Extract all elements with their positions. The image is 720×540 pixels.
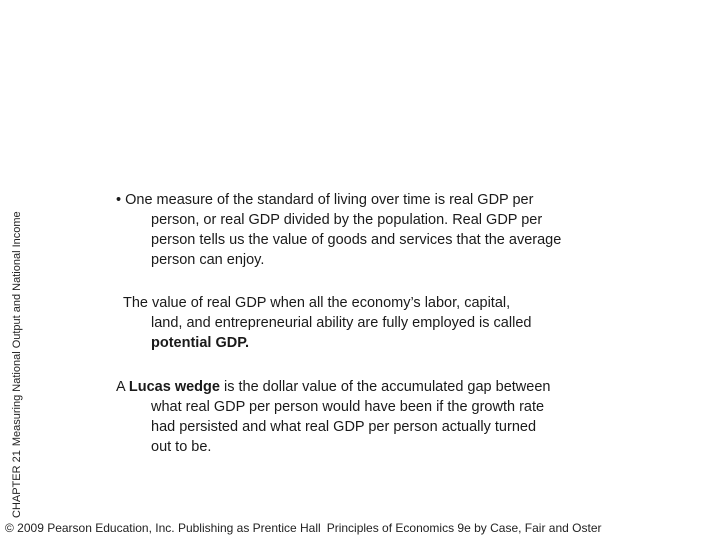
term-potential-gdp: potential GDP <box>151 335 245 351</box>
paragraph-line: The value of real GDP when all the economy’s labor, capital, <box>123 295 511 311</box>
paragraph-line: what real GDP per person would have been if the growth rate <box>151 399 545 415</box>
paragraph-line: land, and entrepreneurial ability are fully employed is called <box>151 315 532 331</box>
copyright-text: © 2009 Pearson Education, Inc. Publishing as Prentice Hall <box>5 521 321 535</box>
paragraph-line: person can enjoy. <box>151 252 265 268</box>
paragraph-lucas-wedge <box>116 377 550 457</box>
paragraph-line: out to be. <box>151 439 212 455</box>
book-title: Principles of Economics 9e by Case, Fair and Oster <box>326 521 602 535</box>
paragraph-line: • One measure of the standard of living over time is real GDP per <box>116 192 534 208</box>
paragraph-standard-of-living <box>116 190 561 270</box>
paragraph-potential-gdp <box>123 293 531 353</box>
paragraph-line: person tells us the value of goods and services that the average <box>151 232 562 248</box>
bullet-icon: • <box>116 192 122 208</box>
chapter-title: Measuring National Output and National Income <box>11 211 23 447</box>
footer <box>5 520 601 536</box>
chapter-number: CHAPTER 21 <box>11 450 23 518</box>
paragraph-line: had persisted and what real GDP per person actually turned <box>151 419 537 435</box>
paragraph-line: potential GDP. <box>151 335 250 351</box>
term-lucas-wedge: Lucas wedge <box>128 379 220 395</box>
paragraph-line: A Lucas wedge is the dollar value of the accumulated gap between <box>116 379 551 395</box>
paragraph-line: person, or real GDP divided by the population. Real GDP per <box>151 212 543 228</box>
chapter-side-label <box>10 118 24 518</box>
